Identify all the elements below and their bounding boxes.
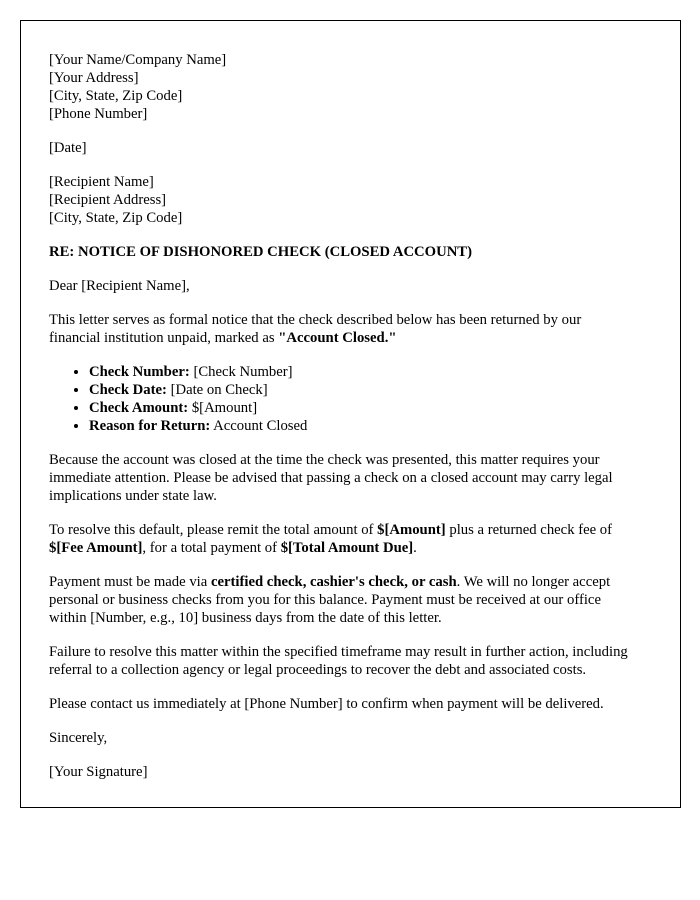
list-item-reason	[89, 417, 632, 435]
check-number-label: Check Number:	[89, 364, 190, 380]
sender-address-block	[49, 51, 632, 123]
list-item-check-amount	[89, 399, 632, 417]
paragraph-notice	[49, 311, 632, 347]
closing: Sincerely,	[49, 730, 108, 746]
recipient-address-line: [Recipient Address]	[49, 192, 167, 208]
sender-city-line: [City, State, Zip Code]	[49, 88, 183, 104]
payment-methods-bold: certified check, cashier's check, or cash	[210, 574, 457, 590]
payment-text-2: . We will no longer accept personal or business checks from you for this balance. Payment must be received at our office within [Number, e.g., 10] business days from the date of this letter.	[49, 574, 611, 626]
check-date-value: [Date on Check]	[166, 382, 268, 398]
remit-amount: $[Amount]	[377, 522, 446, 538]
check-date-label: Check Date:	[89, 382, 167, 398]
list-item-check-date	[89, 381, 632, 399]
check-details-list	[49, 363, 632, 435]
paragraph-contact: Please contact us immediately at [Phone Number] to confirm when payment will be delivered.	[49, 696, 604, 712]
paragraph-failure-consequences: Failure to resolve this matter within the specified timeframe may result in further action, including referral to a collection agency or legal proceedings to recover the debt and associated costs.	[49, 644, 628, 678]
recipient-name-line: [Recipient Name]	[49, 174, 154, 190]
date-line: [Date]	[49, 140, 87, 156]
check-amount-label: Check Amount:	[89, 400, 189, 416]
letter-page	[20, 20, 681, 808]
list-item-check-number	[89, 363, 632, 381]
paragraph-remit	[49, 521, 632, 557]
sender-address-line: [Your Address]	[49, 70, 139, 86]
reason-label: Reason for Return:	[89, 418, 211, 434]
recipient-city-line: [City, State, Zip Code]	[49, 210, 183, 226]
check-amount-value: $[Amount]	[188, 400, 258, 416]
paragraph-notice-bold: "Account Closed."	[278, 330, 397, 346]
subject-line: RE: NOTICE OF DISHONORED CHECK (CLOSED ACCOUNT)	[49, 244, 472, 260]
remit-total-due: $[Total Amount Due]	[280, 540, 414, 556]
remit-text-2: plus a returned check fee of	[445, 522, 613, 538]
paragraph-legal-warning: Because the account was closed at the time the check was presented, this matter requires your immediate attention. Please be advised that passing a check on a closed account may carry legal implications under state law.	[49, 452, 613, 504]
reason-value: Account Closed	[210, 418, 308, 434]
check-number-value: [Check Number]	[189, 364, 293, 380]
recipient-address-block	[49, 173, 632, 227]
remit-text-1: To resolve this default, please remit the total amount of	[49, 522, 378, 538]
paragraph-payment-method	[49, 573, 632, 627]
paragraph-notice-text: This letter serves as formal notice that the check described below has been returned by our financial institution unpaid, marked as	[49, 312, 582, 346]
remit-text-3: , for a total payment of	[142, 540, 281, 556]
signature-placeholder: [Your Signature]	[49, 764, 148, 780]
remit-text-4: .	[413, 540, 417, 556]
sender-name-line: [Your Name/Company Name]	[49, 52, 227, 68]
remit-fee-amount: $[Fee Amount]	[49, 540, 143, 556]
salutation: Dear [Recipient Name],	[49, 278, 190, 294]
payment-text-1: Payment must be made via	[49, 574, 211, 590]
sender-phone-line: [Phone Number]	[49, 106, 148, 122]
